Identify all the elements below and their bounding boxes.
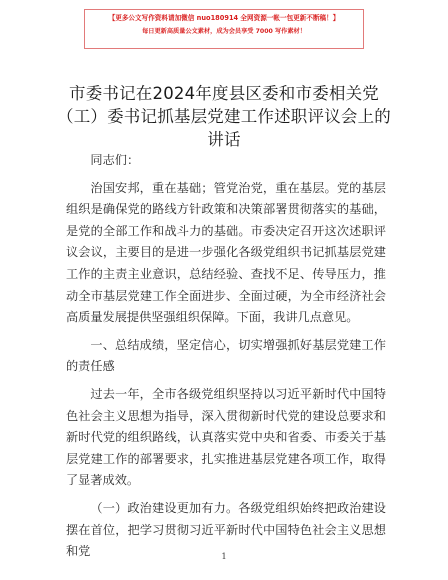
paragraph-intro: 治国安邦，重在基础；管党治党，重在基层。党的基层组织是确保党的路线方针政策和决策部署贯彻落实的基础，是党的全部工作和战斗力的基础。市委决定召开这次述职评议会议，主要目的是进一步强化各级党组织书记抓基层党建工作的主责主业意识，总结经验、查找不足、传导压力，推动全市基层党建工作全面进步、全面过硬，为全市经济社会高质量发展提供坚强组织保障。下面，我讲几点意见。 (66, 180, 386, 325)
paragraph-political-building: （一）政治建设更加有力。各级党组织始终把政治建设摆在首位，把学习贯彻习近平新时代中国特色社会主义思想和党 (66, 500, 386, 559)
section-heading-1: 一、总结成绩，坚定信心，切实增强抓好基层党建工作的责任感 (66, 337, 386, 374)
title-line-1: 市委书记在2024年度县区委和市委相关党 (69, 84, 379, 103)
promo-banner-line1: 【更多公文写作资料请加微信 nuo180914 全网资源一帐一包更新不断稿！】 (108, 14, 340, 22)
title-line-3: 讲话 (207, 130, 241, 149)
title-line-2: （工）委书记抓基层党建工作述职评议会上的 (57, 107, 391, 126)
document-body (66, 150, 386, 569)
promo-banner-line2: 每日更新高质量公文素材，成为会员享受 7000 写作素材！ (142, 28, 306, 35)
page-number: 1 (221, 552, 227, 561)
document-title (40, 82, 408, 151)
salutation: 同志们： (90, 153, 140, 167)
promo-banner (84, 9, 364, 49)
paragraph-review: 过去一年，全市各级党组织坚持以习近平新时代中国特色社会主义思想为指导，深入贯彻新时代党的建设总要求和新时代党的组织路线，认真落实党中央和省委、市委关于基层党建工作的部署要求，扎实推进基层党建各项工作，取得了显著成效。 (66, 386, 386, 488)
